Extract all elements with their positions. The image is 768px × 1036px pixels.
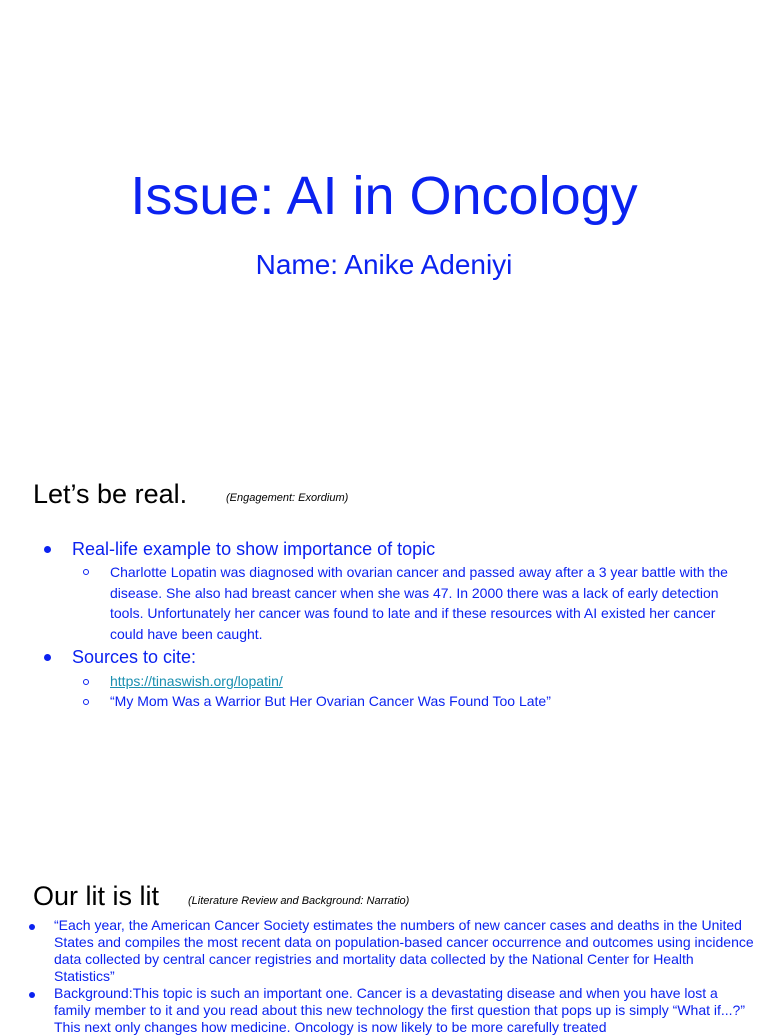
source-link-item xyxy=(110,671,283,692)
slide-title: Issue: AI in Oncology xyxy=(130,166,638,226)
acs-quote-text: “Each year, the American Cancer Society estimates the numbers of new cancer cases and deaths in the United States and compiles the most recent data on population-based cancer occurrence and outcomes using incidence data collected by central cancer registries and mortality data collected by the National Center for Health Statistics” xyxy=(54,917,754,984)
title-slide xyxy=(0,0,768,440)
engagement-heading: Let’s be real. xyxy=(33,479,188,509)
sub-bullet-circle-icon xyxy=(83,699,89,705)
engagement-slide xyxy=(0,470,768,750)
literature-heading: Our lit is lit xyxy=(33,881,160,911)
sub-bullet-circle-icon xyxy=(83,569,89,575)
bullet-dot-icon xyxy=(44,654,51,661)
bullet-dot-icon xyxy=(44,546,51,553)
bullet-real-life-example: Real-life example to show importance of topic xyxy=(72,539,436,559)
bullet-sources-to-cite: Sources to cite: xyxy=(72,647,197,667)
literature-slide xyxy=(0,870,768,1035)
source-article-title: “My Mom Was a Warrior But Her Ovarian Cancer Was Found Too Late” xyxy=(110,693,551,709)
author-name: Name: Anike Adeniyi xyxy=(255,249,513,280)
literature-tag: (Literature Review and Background: Narratio) xyxy=(188,895,410,907)
engagement-tag: (Engagement: Exordium) xyxy=(226,492,349,504)
background-text: Background:This topic is such an important one. Cancer is a devastating disease and when you have lost a family member to it and you read about this new technology the first question that pops up is simply “What if...?” This next only changes how medicine. Oncology is now likely to be more carefully treated xyxy=(54,985,746,1035)
bullet-dot-icon xyxy=(29,924,35,930)
charlotte-story-text: Charlotte Lopatin was diagnosed with ovarian cancer and passed away after a 3 year battle with the disease. She also had breast cancer when she was 47. In 2000 there was a lack of early detection tools. Unfortunately her cancer was found to late and if these resources with AI existed her cancer could have been caught. xyxy=(110,564,728,643)
sub-bullet-circle-icon xyxy=(83,679,89,685)
source-link[interactable]: https://tinaswish.org/lopatin/ xyxy=(110,673,283,689)
bullet-dot-icon xyxy=(29,992,35,998)
